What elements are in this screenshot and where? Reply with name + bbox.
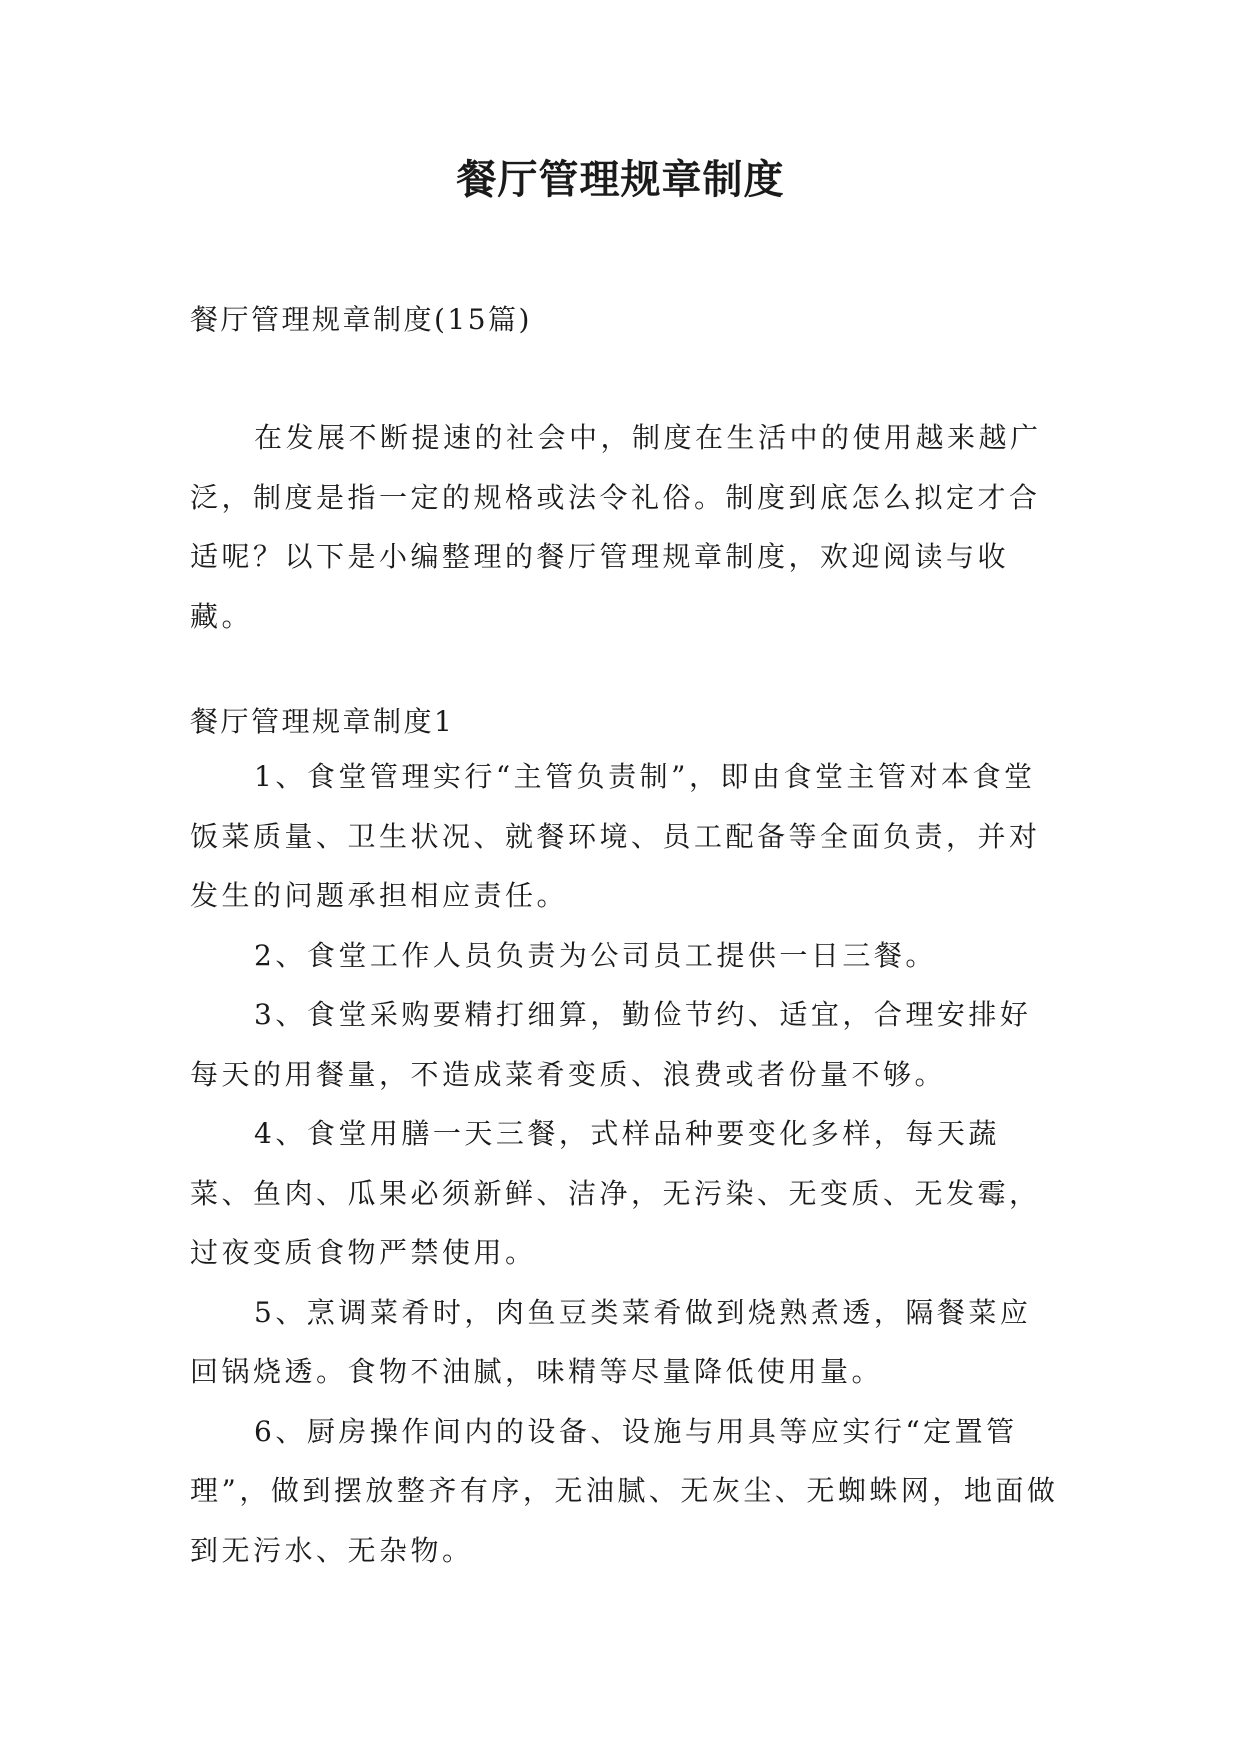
rule-item-1: 1、食堂管理实行“主管负责制”，即由食堂主管对本食堂饭菜质量、卫生状况、就餐环境、员工配备等全面负责，并对发生的问题承担相应责任。 — [190, 760, 1041, 912]
rule-item-6: 6、厨房操作间内的设备、设施与用具等应实行“定置管理”，做到摆放整齐有序，无油腻、无灰尘、无蜘蛛网，地面做到无污水、无杂物。 — [190, 1414, 1059, 1567]
rule-item-4: 4、食堂用膳一天三餐，式样品种要变化多样，每天蔬菜、鱼肉、瓜果必须新鲜、洁净，无污染、无变质、无发霉，过夜变质食物严禁使用。 — [190, 1117, 1041, 1269]
intro-paragraph: 在发展不断提速的社会中，制度在生活中的使用越来越广泛，制度是指一定的规格或法令礼俗。制度到底怎么拟定才合适呢？以下是小编整理的餐厅管理规章制度，欢迎阅读与收藏。 — [190, 421, 1042, 633]
rules-list — [190, 747, 1060, 1580]
page-title: 餐厅管理规章制度 — [456, 157, 785, 203]
rule-item-5: 5、烹调菜肴时，肉鱼豆类菜肴做到烧熟煮透，隔餐菜应回锅烧透。食物不油腻，味精等尽量降低使用量。 — [190, 1295, 1032, 1388]
section-heading: 餐厅管理规章制度1 — [190, 705, 455, 738]
document-subtitle: 餐厅管理规章制度(15篇) — [190, 303, 532, 336]
intro-block — [190, 408, 1060, 646]
rule-item-3: 3、食堂采购要精打细算，勤俭节约、适宜，合理安排好每天的用餐量，不造成菜肴变质、浪费或者份量不够。 — [190, 998, 1032, 1091]
rule-item-2: 2、食堂工作人员负责为公司员工提供一日三餐。 — [254, 938, 937, 972]
